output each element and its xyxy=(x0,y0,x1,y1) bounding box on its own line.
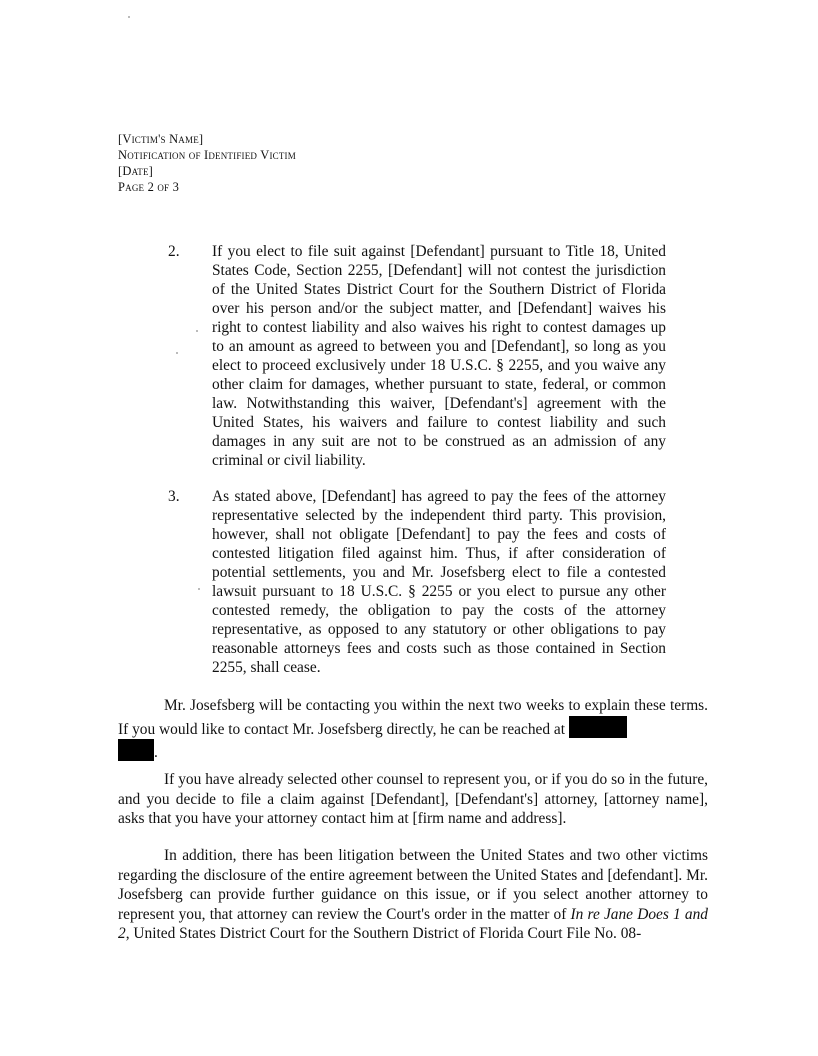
notification-line: Notification of Identified Victim xyxy=(118,148,296,162)
scan-speck xyxy=(176,352,178,354)
page-number-line: Page 2 of 3 xyxy=(118,180,180,194)
litigation-text-end: , United States District Court for the Southern District of Florida Court File No. 08- xyxy=(125,925,642,942)
item-number: 2. xyxy=(168,243,180,260)
item-text: If you elect to file suit against [Defendant] pursuant to Title 18, United States Code, Section 2255, [Defendant] will not contest the jurisdiction of the United States District Court for the Southern District of Florida over his person and/or the subject matter, and [Defendant] waives his right to contest liability and also waives his right to contest damages up to an amount as agreed to between you and [Defendant], so long as you elect to proceed exclusively under 18 U.S.C. § 2255, and you waive any other claim for damages, whether pursuant to state, federal, or common law. Notwithstanding this waiver, [Defendant's] agreement with the United States, his waivers and failure to contest liability and such damages in any suit are not to be construed as an admission of any criminal or civil liability. xyxy=(212,243,666,469)
date-line: [Date] xyxy=(118,164,154,178)
litigation-text: In addition, there has been litigation between the United States and two other victims regarding the disclosure of the entire agreement between the United States and [defendant]. Mr. Josefsberg can provide further guidance on this issue, or if you select another attorney to represent you, that attorney can review the Court's order in the matter of xyxy=(118,847,708,923)
contact-text: Mr. Josefsberg will be contacting you within the next two weeks to explain these terms. If you would like to contact Mr. Josefsberg directly, he can be reached at xyxy=(118,697,708,738)
redaction-block xyxy=(569,716,627,738)
scan-speck xyxy=(128,16,130,18)
other-counsel-text: If you have already selected other counsel to represent you, or if you do so in the future, and you decide to file a claim against [Defendant], [Defendant's] attorney, [attorney name], asks that you have your attorney contact him at [firm name and address]. xyxy=(118,771,708,827)
letter-header xyxy=(118,131,296,195)
case-name: In re Jane Does 1 and 2 xyxy=(118,905,708,942)
scan-speck xyxy=(198,588,200,590)
paragraph-contact xyxy=(118,696,708,763)
paragraph-other-counsel xyxy=(118,770,708,829)
contact-period: . xyxy=(154,744,158,761)
redaction-block xyxy=(118,739,154,761)
paragraph-litigation xyxy=(118,846,708,944)
scan-speck xyxy=(196,330,198,332)
item-text: As stated above, [Defendant] has agreed to pay the fees of the attorney representative selected by the independent third party. This provision, however, shall not obligate [Defendant] to pay the fees and costs of contested litigation filed against him. Thus, if after consideration of potential settlements, you and Mr. Josefsberg elect to file a contested lawsuit pursuant to 18 U.S.C. § 2255 or you elect to pursue any other contested remedy, the obligation to pay the costs of the attorney representative, as opposed to any statutory or other obligations to pay reasonable attorneys fees and costs such as those contained in Section 2255, shall cease. xyxy=(212,488,666,676)
victim-name-line: [Victim's Name] xyxy=(118,132,204,146)
item-number: 3. xyxy=(168,488,180,505)
